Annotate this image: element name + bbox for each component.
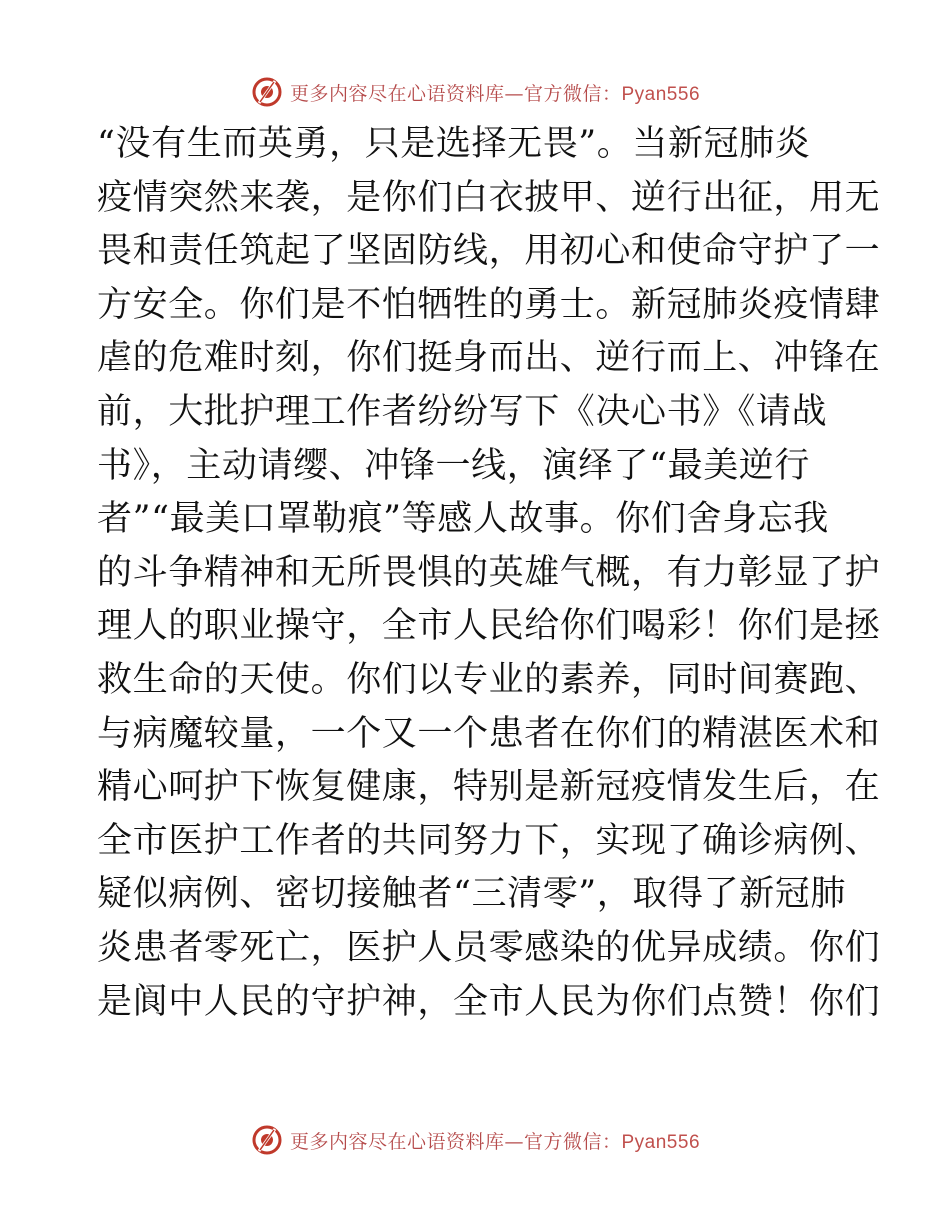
text-line: 救生命的天使。你们以专业的素养，同时间赛跑、 — [97, 659, 881, 700]
text-line: 炎患者零死亡，医护人员零感染的优异成绩。你们 — [97, 927, 881, 968]
banner-account-label: 官方微信： — [523, 1130, 622, 1153]
text-line: 全市医护工作者的共同努力下，实现了确诊病例、 — [97, 820, 881, 861]
text-line: 理人的职业操守，全市人民给你们喝彩！你们是拯 — [97, 606, 881, 647]
text-line: 者”“最美口罩勒痕”等感人故事。你们舍身忘我 — [97, 499, 829, 540]
banner-slogan: 更多内容尽在心语资料库— — [289, 82, 524, 105]
text-line: 虐的危难时刻，你们挺身而出、逆行而上、冲锋在 — [97, 338, 881, 379]
text-line: 的斗争精神和无所畏惧的英雄气概，有力彰显了护 — [97, 552, 881, 593]
banner-account-label: 官方微信： — [523, 82, 622, 105]
logo-icon — [250, 75, 284, 109]
text-line: 畏和责任筑起了坚固防线，用初心和使命守护了一 — [97, 231, 881, 272]
document-body — [97, 118, 881, 1029]
banner-account: Pyan556 — [621, 83, 701, 105]
text-line: 方安全。你们是不怕牺牲的勇士。新冠肺炎疫情肆 — [97, 284, 881, 325]
text-line: 是阆中人民的守护神，全市人民为你们点赞！你们 — [97, 981, 881, 1022]
text-line: 精心呵护下恢复健康，特别是新冠疫情发生后，在 — [97, 767, 881, 808]
text-line: 疑似病例、密切接触者“三清零”，取得了新冠肺 — [97, 874, 846, 915]
text-line: 前，大批护理工作者纷纷写下《决心书》《请战 — [97, 391, 828, 432]
banner-account: Pyan556 — [621, 1131, 701, 1153]
text-line: 书》，主动请缨、冲锋一线，演绎了“最美逆行 — [97, 445, 810, 486]
banner-slogan: 更多内容尽在心语资料库— — [289, 1130, 524, 1153]
banner-text — [290, 79, 700, 106]
header-banner — [0, 72, 950, 112]
text-line: “没有生而英勇，只是选择无畏”。当新冠肺炎 — [97, 124, 811, 164]
footer-banner — [0, 1120, 950, 1160]
text-line: 疫情突然来袭，是你们白衣披甲、逆行出征，用无 — [97, 177, 881, 218]
text-line: 与病魔较量，一个又一个患者在你们的精湛医术和 — [97, 713, 881, 754]
banner-text — [290, 1127, 700, 1154]
logo-icon — [250, 1123, 284, 1157]
